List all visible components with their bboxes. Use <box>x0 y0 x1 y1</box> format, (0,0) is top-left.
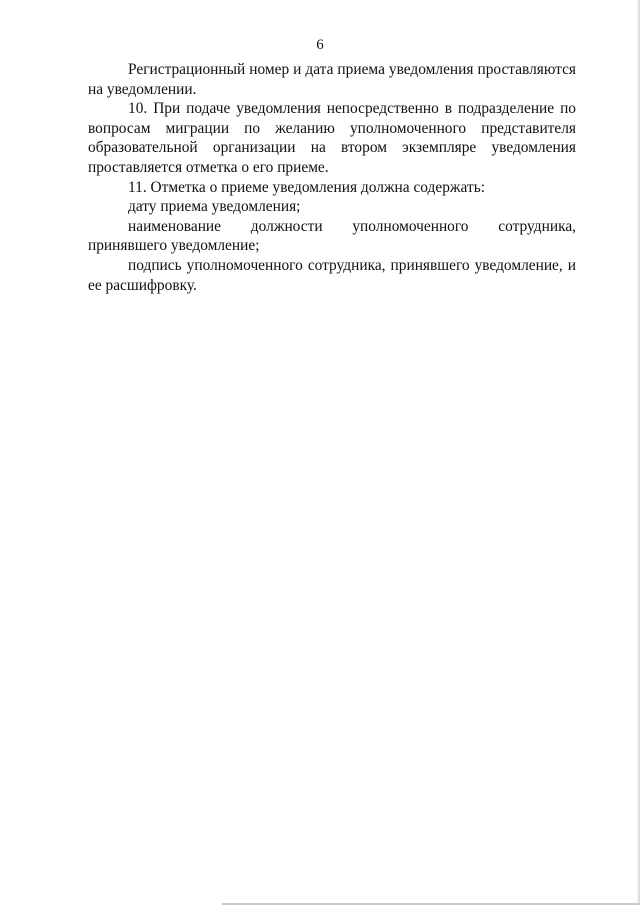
page-number: 6 <box>316 37 324 53</box>
list-item-position: наименование должности уполномоченного сотрудника, принявшего уведомление; <box>88 217 576 255</box>
list-item-date: дату приема уведомления; <box>128 198 301 216</box>
paragraph-11: 11. Отметка о приеме уведомления должна содержать: <box>128 178 485 196</box>
list-item-signature: подпись уполномоченного сотрудника, принявшего уведомление, и ее расшифровку. <box>88 256 576 294</box>
paragraph-10: 10. При подаче уведомления непосредственно в подразделение по вопросам миграции по желанию уполномоченного представителя образовательной организации на втором экземпляре уведомления проставляется отметка о его приеме. <box>88 100 576 176</box>
paragraph-registration: Регистрационный номер и дата приема уведомления проставляются на уведомлении. <box>88 61 576 98</box>
document-body <box>88 60 576 295</box>
